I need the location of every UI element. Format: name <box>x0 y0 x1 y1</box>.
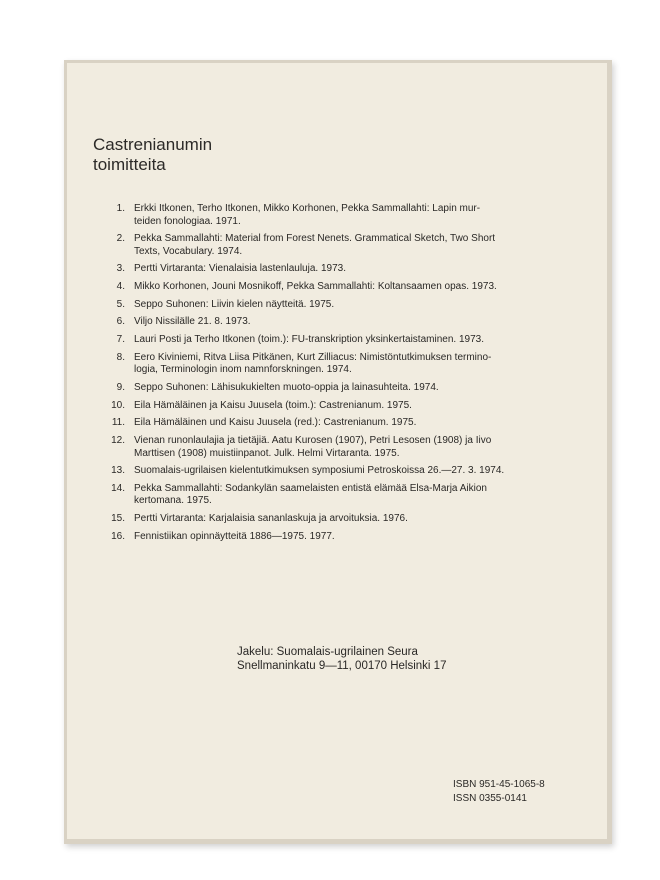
publication-text: Eero Kiviniemi, Ritva Liisa Pitkänen, Kurt Zilliacus: Nimistöntutkimuksen termino- logia, Terminologin inom namnforskningen. 1974. <box>134 351 492 376</box>
publication-item <box>103 417 573 430</box>
publication-text: Mikko Korhonen, Jouni Mosnikoff, Pekka Sammallahti: Koltansaamen opas. 1973. <box>134 281 497 293</box>
publication-item <box>103 334 573 347</box>
publication-text: Fennistiikan opinnäytteitä 1886—1975. 1977. <box>134 530 335 542</box>
publication-number: 14. <box>111 482 125 494</box>
publication-item <box>103 203 573 228</box>
publication-text: Vienan runonlaulajia ja tietäjiä. Aatu Kurosen (1907), Petri Lesosen (1908) ja Iivo Marttisen (1908) muistiinpanot. Julk. Helmi Virtaranta. 1975. <box>134 435 492 459</box>
publication-text: Pekka Sammallahti: Sodankylän saamelaisten entistä elämää Elsa-Marja Aikion kertomana. 1975. <box>134 482 487 507</box>
publication-number: 6. <box>116 316 125 328</box>
isbn-block <box>453 778 545 806</box>
series-title <box>93 135 212 175</box>
publication-text: Seppo Suhonen: Liivin kielen näytteitä. 1975. <box>134 298 335 310</box>
publication-item <box>103 531 573 544</box>
publication-list <box>103 203 573 549</box>
publication-number: 7. <box>116 334 125 346</box>
publication-number: 16. <box>111 530 125 542</box>
publication-item <box>103 299 573 312</box>
publication-number: 12. <box>111 435 125 447</box>
publication-number: 9. <box>116 382 125 393</box>
publication-number: 4. <box>116 281 125 293</box>
publication-text: Pertti Virtaranta: Vienalaisia lastenlauluja. 1973. <box>134 263 346 275</box>
publication-text: Suomalais-ugrilaisen kielentutkimuksen symposiumi Petroskoissa 26.—27. 3. 1974. <box>134 465 505 477</box>
publication-number: 10. <box>111 399 125 411</box>
publication-number: 3. <box>116 263 125 275</box>
series-title-line1: Castrenianumin <box>93 135 213 154</box>
book-back-cover <box>67 63 607 839</box>
issn-number: ISSN 0355-0141 <box>453 793 527 804</box>
publication-text: Pertti Virtaranta: Karjalaisia sananlaskuja ja arvoituksia. 1976. <box>134 513 408 525</box>
publication-item <box>103 435 573 460</box>
publication-text: Viljo Nissilälle 21. 8. 1973. <box>134 316 251 328</box>
publication-number: 8. <box>116 351 125 363</box>
address-line: Snellmaninkatu 9—11, 00170 Helsinki 17 <box>237 660 447 672</box>
publication-text: Eila Hämäläinen und Kaisu Juusela (red.): Castrenianum. 1975. <box>134 417 417 429</box>
publication-text: Eila Hämäläinen ja Kaisu Juusela (toim.): Castrenianum. 1975. <box>134 399 412 411</box>
publication-number: 2. <box>116 233 125 245</box>
series-title-line2: toimitteita <box>93 155 166 174</box>
distributor-line: Jakelu: Suomalais-ugrilainen Seura <box>237 646 418 658</box>
publication-number: 13. <box>111 465 125 477</box>
publication-number: 11. <box>111 417 125 429</box>
publication-number: 5. <box>116 298 125 310</box>
publication-item <box>103 233 573 258</box>
publication-item <box>103 382 573 395</box>
publication-item <box>103 281 573 294</box>
publication-number: 15. <box>111 513 125 525</box>
publication-text: Erkki Itkonen, Terho Itkonen, Mikko Korhonen, Pekka Sammallahti: Lapin mur- teiden fonologiaa. 1971. <box>134 203 481 227</box>
publication-item <box>103 483 573 508</box>
publication-item <box>103 316 573 329</box>
publication-text: Pekka Sammallahti: Material from Forest Nenets. Grammatical Sketch, Two Short Texts, Vocabulary. 1974. <box>134 233 496 257</box>
publication-number: 1. <box>116 203 125 214</box>
publication-item <box>103 465 573 478</box>
publication-text: Lauri Posti ja Terho Itkonen (toim.): FU-transkription yksinkertaistaminen. 1973. <box>134 334 484 346</box>
publication-text: Seppo Suhonen: Lähisukukielten muoto-oppia ja lainasuhteita. 1974. <box>134 382 439 393</box>
publication-item <box>103 400 573 413</box>
distribution-info <box>237 645 446 673</box>
publication-item <box>103 352 573 377</box>
publication-item <box>103 263 573 276</box>
publication-item <box>103 513 573 526</box>
isbn-number: ISBN 951-45-1065-8 <box>453 779 545 790</box>
